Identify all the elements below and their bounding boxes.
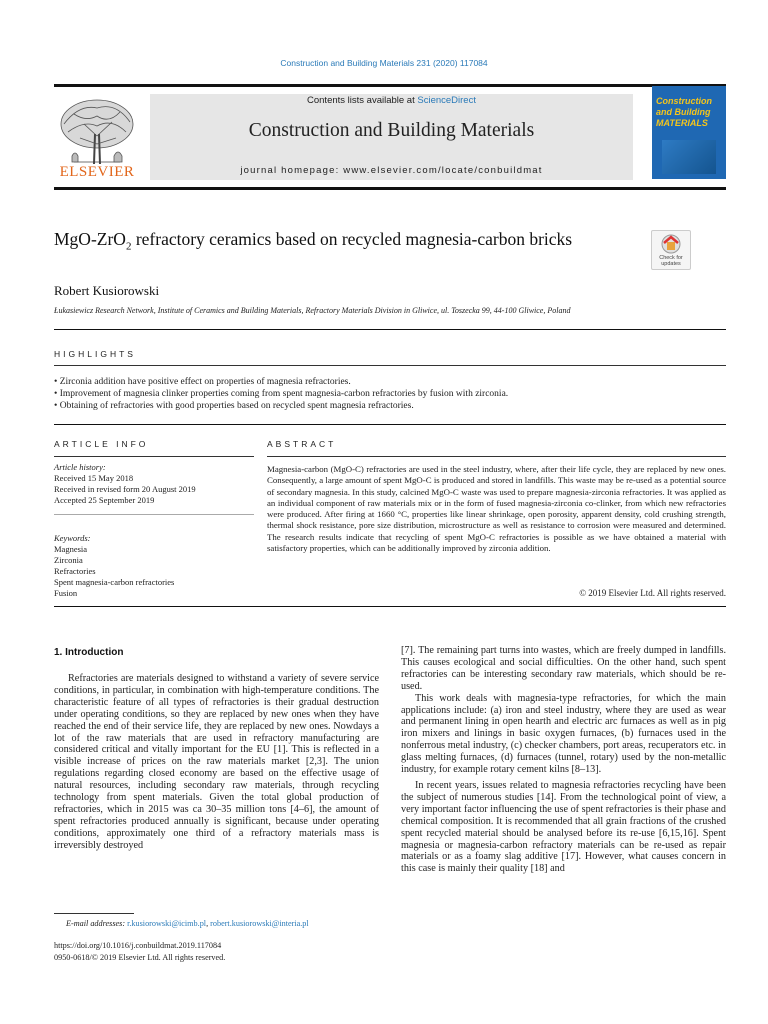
- keywords-list: [54, 533, 254, 599]
- article-info-heading: ARTICLE INFO: [54, 439, 149, 449]
- divider: [54, 424, 726, 425]
- article-info-rule: [54, 456, 254, 457]
- divider: [54, 329, 726, 330]
- header-top-rule: [54, 84, 726, 87]
- abstract-text: Magnesia-carbon (MgO-C) refractories are used in the steel industry, where, after their life cycle, they are replaced by new ones. Consequently, a large amount of spent MgO-C is produced and stored in landfills. This waste may be re-used as a potential source of secondary magnesia. In this study, calcined MgO-C waste was used to prepare magnesia-zirconia refractories. It was applied as an individual component of raw materials mix or in the form of fused magnesia-zirconia co-clinker, from which new refractories were produced. After firing at 1660 °C, properties like linear shrinkage, open porosity, apparent density, cold crushing strength, thermal shock resistance, pore size distribution, microstructure as well as resistance to corrosion were measured and determined. The research results indicate that recycling of spent MgO-C refractories is possible as we have obtained a material with satisfactory properties, which can be additionally improved by zirconia addition.: [267, 464, 726, 554]
- header-bottom-rule: [54, 187, 726, 190]
- section-heading: 1. Introduction: [54, 647, 124, 658]
- issn-line: 0950-0618/© 2019 Elsevier Ltd. All rights reserved.: [54, 953, 226, 962]
- author-affiliation: Łukasiewicz Research Network, Institute of Ceramics and Building Materials, Refractory Materials Division in Gliwice, ul. Toszecka 99, 44-100 Gliwice, Poland: [54, 306, 571, 315]
- journal-title: Construction and Building Materials: [248, 120, 535, 141]
- cover-image: [662, 140, 716, 174]
- email-link[interactable]: r.kusiorowski@icimb.pl: [127, 919, 207, 928]
- contents-prefix: Contents lists available at: [307, 95, 418, 106]
- abstract-copyright: © 2019 Elsevier Ltd. All rights reserved.: [579, 588, 726, 598]
- journal-citation-link[interactable]: Construction and Building Materials 231 (2020) 117084: [280, 58, 488, 68]
- publisher-logo-text: ELSEVIER: [59, 164, 135, 180]
- keyword: Magnesia: [54, 544, 88, 554]
- history-revised: Received in revised form 20 August 2019: [54, 484, 196, 494]
- keyword: Fusion: [54, 588, 78, 598]
- footnote-rule: [54, 913, 134, 914]
- keyword: Spent magnesia-carbon refractories: [54, 577, 175, 587]
- elsevier-logo: [54, 94, 140, 182]
- cover-title: Construction and Building MATERIALS: [656, 96, 712, 128]
- author-name: Robert Kusiorowski: [54, 283, 160, 298]
- check-for-updates-button[interactable]: [651, 230, 691, 270]
- keyword: Zirconia: [54, 555, 83, 565]
- history-accepted: Accepted 25 September 2019: [54, 495, 155, 505]
- highlights-heading: HIGHLIGHTS: [54, 349, 136, 359]
- history-label: Article history:: [54, 462, 106, 472]
- info-divider: [54, 514, 254, 515]
- abstract-rule: [267, 456, 726, 457]
- keyword: Refractories: [54, 566, 96, 576]
- check-updates-icon: [652, 231, 690, 257]
- article-title: MgO-ZrO$_2$ refractory ceramics based on recycled magnesia-carbon bricks: [54, 229, 573, 253]
- divider: [54, 606, 726, 607]
- sciencedirect-link[interactable]: ScienceDirect: [417, 95, 476, 106]
- abstract-heading: ABSTRACT: [267, 439, 337, 449]
- highlight-item: • Improvement of magnesia clinker properties coming from spent magnesia-carbon refractories by fusion with zirconia.: [54, 389, 509, 399]
- body-paragraph: In recent years, issues related to magnesia refractories recycling have been the subject of numerous studies [14]. From the technological point of view, a very important factor influencing the use of spent refractories is their phase and chemical composition. It is recommended that all grain fractions of the crushed spent recycled material should be analysed before its re-use [6,15,16]. Spent magnesia or magnesia-carbon refractory materials can be re-used as repair materials or as a foamy slag additive [17]. However, what causes concern in this case is mainly their quality [18] and: [401, 779, 726, 875]
- body-column-left: Refractories are materials designed to withstand a variety of severe service conditions, in particular, in combination with high-temperature conditions. The characteristic feature of all types of refractories is their gradual destruction under operating conditions, so they are replaced by new ones when they have reached the end of their service life, they are replaced by new ones. Nowdays a lot of the raw materials that are used in refractory manufacturing are considered critical and vitally important for the EU [1]. This is reflected in a visible increase of prices on the raw materials market [2,3]. The union regulations regarding closed economy are based on the effective usage of natural resources, including secondary raw materials, through recycling technology from spent materials. Given the total global production of refractories, which in 2015 was ca 30–35 million tons [4–6], the amount of spent refractories produced annually is significant, because under operating conditions, approximately one third of a refractory materials mass is irreversibly destroyed: [54, 673, 379, 851]
- body-paragraph: This work deals with magnesia-type refractories, for which the main applications include: (a) iron and steel industry, where they are used as wear and permanent lining in open hearth and electric arc furnaces as well as in pig iron mixers and linings in basic oxygen furnaces, (b) furnaces used in the nonferrous metal industry, (c) checker chambers, port areas, recuperators etc. in glass melting furnaces, (d) furnaces (tunnel, rotary) used by the non-metallic industry, for example rotary cement kilns [8–13].: [401, 692, 726, 776]
- journal-homepage[interactable]: journal homepage: www.elsevier.com/locate/conbuildmat: [240, 165, 543, 176]
- highlight-item: • Obtaining of refractories with good properties based on recycled spent magnesia refractories.: [54, 401, 414, 411]
- email-label: E-mail addresses:: [66, 919, 128, 928]
- doi-link[interactable]: https://doi.org/10.1016/j.conbuildmat.2019.117084: [54, 941, 222, 950]
- keywords-label: Keywords:: [54, 533, 91, 543]
- article-history: [54, 462, 254, 506]
- badge-label: Check for updates: [659, 255, 683, 267]
- email-link[interactable]: robert.kusiorowski@interia.pl: [210, 919, 309, 928]
- body-column-right: [401, 645, 726, 875]
- email-separator: ,: [206, 919, 211, 928]
- body-paragraph: [7]. The remaining part turns into wastes, which are freely dumped in landfills. This causes ecological and social difficulties. On the other hand, such spent refractories can be interesting secondary raw materials, which should be re-used.: [401, 645, 726, 692]
- footnote-emails: [66, 918, 309, 929]
- highlights-rule: [54, 365, 726, 366]
- contents-line: [150, 95, 633, 106]
- history-received: Received 15 May 2018: [54, 473, 134, 483]
- highlight-item: • Zirconia addition have positive effect on properties of magnesia refractories.: [54, 377, 351, 387]
